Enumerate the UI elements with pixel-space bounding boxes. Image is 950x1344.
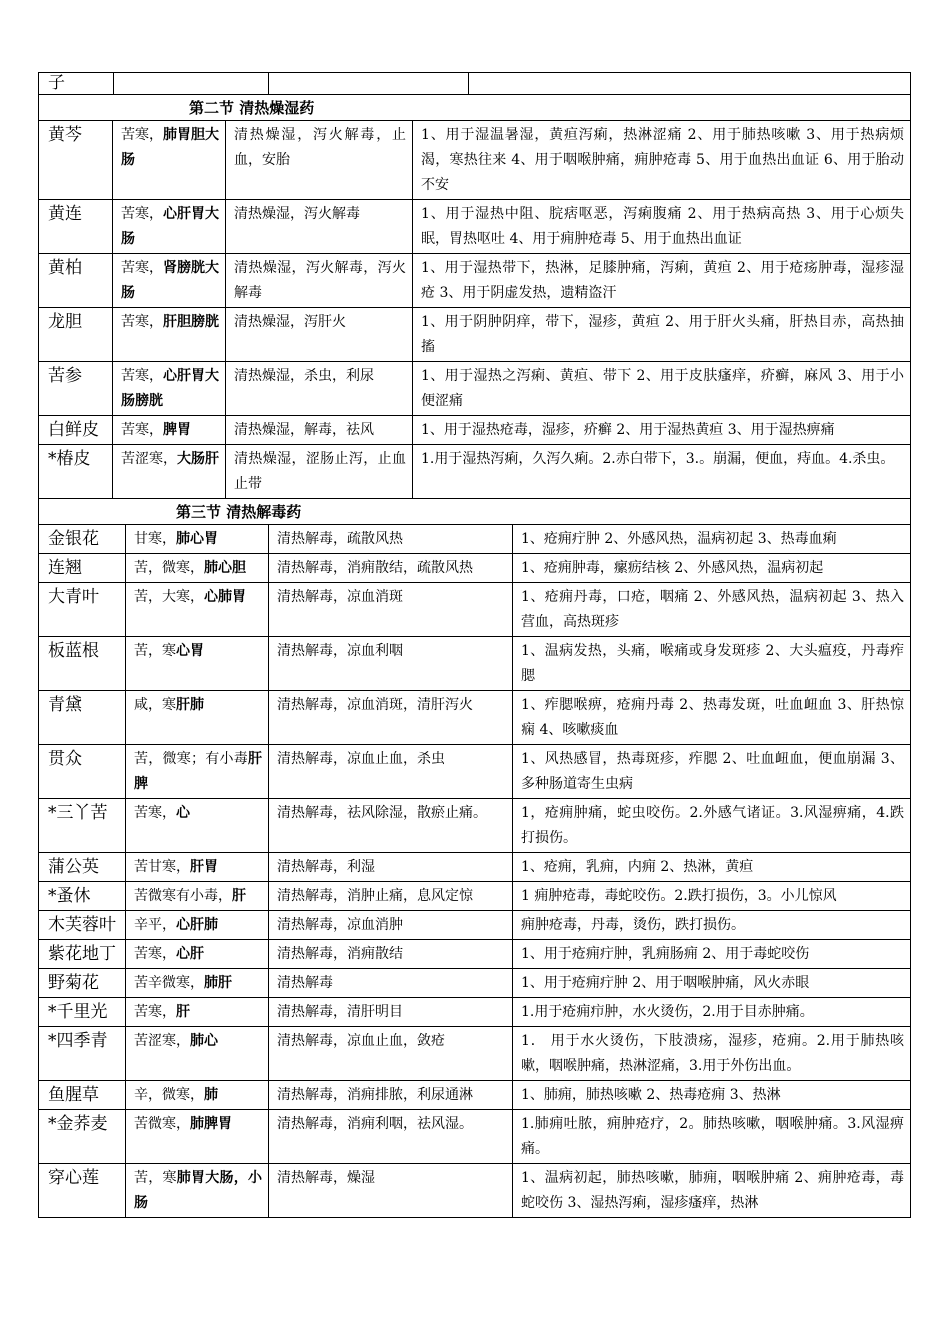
- herb-nature: 苦甘寒，肝胃: [126, 853, 269, 882]
- herb-usage: 1、温病发热，头痛，喉痛或身发斑疹 2、大头瘟疫，丹毒痄腮: [513, 637, 911, 691]
- herb-nature: 苦寒，肾膀胱大肠: [113, 254, 226, 308]
- herb-effect: 清热解毒，消痈散结，疏散风热: [269, 554, 513, 583]
- herb-nature: 苦涩寒，大肠肝: [113, 445, 226, 499]
- herb-name: 穿心莲: [39, 1164, 126, 1218]
- herb-channel: 心胃: [176, 643, 204, 659]
- herb-nature: 苦寒，心肝胃大肠: [113, 200, 226, 254]
- table-row: [39, 416, 911, 445]
- table-row: [39, 308, 911, 362]
- herb-name: *金荞麦: [39, 1110, 126, 1164]
- herb-name: 黄柏: [39, 254, 113, 308]
- herb-effect: 清热燥湿，泻火解毒，止血，安胎: [226, 121, 413, 200]
- herb-channel: 肝: [176, 1004, 190, 1020]
- table-row: [39, 583, 911, 637]
- herb-channel: 心肝: [176, 946, 204, 962]
- table-row: [39, 998, 911, 1027]
- herb-nature: 辛，微寒，肺: [126, 1081, 269, 1110]
- table-row: [39, 969, 911, 998]
- herb-effect: 清热解毒，凉血消斑: [269, 583, 513, 637]
- herb-usage: 1、用于湿热之泻痢、黄疸、带下 2、用于皮肤瘙痒，疥癣，麻风 3、用于小便涩痛: [413, 362, 911, 416]
- herb-name: 连翘: [39, 554, 126, 583]
- herb-channel: 肝胆膀胱: [163, 314, 219, 330]
- herb-channel: 肺肝: [204, 975, 232, 991]
- herb-usage: 1、用于疮痈疔肿 2、用于咽喉肿痛，风火赤眼: [513, 969, 911, 998]
- herb-nature: 苦，寒心胃: [126, 637, 269, 691]
- herb-effect: 清热解毒: [269, 969, 513, 998]
- section3-header-row: [39, 499, 911, 525]
- herb-effect: 清热解毒，清肝明目: [269, 998, 513, 1027]
- section3-title: 第三节 清热解毒药: [39, 499, 911, 525]
- herb-name: 野菊花: [39, 969, 126, 998]
- table-row: [39, 799, 911, 853]
- herb-effect: 清热解毒，祛风除湿，散瘀止痛。: [269, 799, 513, 853]
- herb-effect: 清热解毒，利湿: [269, 853, 513, 882]
- herb-effect: 清热燥湿，泻肝火: [226, 308, 413, 362]
- herb-name: *椿皮: [39, 445, 113, 499]
- section2-header-row: [39, 95, 911, 121]
- herb-name: 金银花: [39, 525, 126, 554]
- table-row: [39, 691, 911, 745]
- herb-usage: 1、疮痈丹毒，口疮，咽痛 2、外感风热，温病初起 3、热入营血，高热斑疹: [513, 583, 911, 637]
- table-row: [39, 121, 911, 200]
- herb-nature: 苦微寒，肺脾胃: [126, 1110, 269, 1164]
- table-row: [39, 745, 911, 799]
- table-row: [39, 853, 911, 882]
- herb-nature: 苦，微寒；有小毒肝脾: [126, 745, 269, 799]
- herb-channel: 肝: [232, 888, 246, 904]
- herb-name: 大青叶: [39, 583, 126, 637]
- herb-usage: 1、痄腮喉痹，疮痈丹毒 2、热毒发斑，吐血衄血 3、肝热惊痫 4、咳嗽痰血: [513, 691, 911, 745]
- herb-name: 龙胆: [39, 308, 113, 362]
- herb-effect: 清热燥湿，泻火解毒: [226, 200, 413, 254]
- herb-name: 青黛: [39, 691, 126, 745]
- herb-effect: 清热解毒，消痈利咽，祛风湿。: [269, 1110, 513, 1164]
- herb-usage: 1、用于阴肿阴痒，带下，湿疹，黄疸 2、用于肝火头痛，肝热目赤，高热抽搐: [413, 308, 911, 362]
- table-row: [39, 554, 911, 583]
- table-row: [39, 1164, 911, 1218]
- herb-usage: 1、用于湿温暑湿，黄疸泻痢，热淋涩痛 2、用于肺热咳嗽 3、用于热病烦渴，寒热往来 4、用于咽喉肿痛，痈肿疮毒 5、用于血热出血证 6、用于胎动不安: [413, 121, 911, 200]
- herb-usage: 1、用于湿热疮毒，湿疹，疥癣 2、用于湿热黄疸 3、用于湿热痹痛: [413, 416, 911, 445]
- herb-nature: 苦寒，心: [126, 799, 269, 853]
- herb-usage: 1 痈肿疮毒，毒蛇咬伤。2.跌打损伤，3。小儿惊风: [513, 882, 911, 911]
- herb-usage: 1、温病初起，肺热咳嗽，肺痈，咽喉肿痛 2、痈肿疮毒，毒蛇咬伤 3、湿热泻痢，湿疹瘙痒，热淋: [513, 1164, 911, 1218]
- table-row-top: [39, 73, 911, 95]
- herb-usage: 1.用于湿热泻痢，久泻久痢。2.赤白带下，3.。崩漏，便血，痔血。4.杀虫。: [413, 445, 911, 499]
- herb-channel: 心肝胃大肠: [121, 206, 219, 247]
- herb-effect: 清热解毒，消痈散结: [269, 940, 513, 969]
- herb-effect: 清热燥湿，泻火解毒，泻火解毒: [226, 254, 413, 308]
- herb-usage: 1、用于湿热带下，热淋，足膝肿痛，泻痢，黄疸 2、用于疮疡肿毒，湿疹湿疮 3、用于阴虚发热，遗精盗汗: [413, 254, 911, 308]
- herb-nature: 咸，寒肝肺: [126, 691, 269, 745]
- herb-usage: 1、疮痈疔肿 2、外感风热，温病初起 3、热毒血痢: [513, 525, 911, 554]
- section2-title: 第二节 清热燥湿药: [39, 95, 911, 121]
- table-row: [39, 1081, 911, 1110]
- herb-usage: 1、用于疮痈疔肿，乳痈肠痈 2、用于毒蛇咬伤: [513, 940, 911, 969]
- herb-channel: 肝胃: [190, 859, 218, 875]
- herb-usage: 痈肿疮毒，丹毒，烫伤，跌打损伤。: [513, 911, 911, 940]
- herb-effect: 清热解毒，凉血消肿: [269, 911, 513, 940]
- herb-channel: 肺心胃: [176, 531, 218, 547]
- herb-channel: 肾膀胱大肠: [121, 260, 219, 301]
- herb-nature: 苦，寒肺胃大肠，小肠: [126, 1164, 269, 1218]
- herb-effect: 清热解毒，凉血止血，敛疮: [269, 1027, 513, 1081]
- herb-nature: 苦寒，肝胆膀胱: [113, 308, 226, 362]
- herb-channel: 肝肺: [176, 697, 204, 713]
- herb-nature: 苦辛微寒，肺肝: [126, 969, 269, 998]
- table-row: [39, 1027, 911, 1081]
- herb-usage: 1.肺痈吐脓，痈肿疮疗，2。肺热咳嗽，咽喉肿痛。3.风湿痹痛。: [513, 1110, 911, 1164]
- table-section3: [38, 498, 911, 1218]
- herb-nature: 苦寒，肝: [126, 998, 269, 1027]
- table-row: [39, 882, 911, 911]
- herb-channel: 肺: [204, 1087, 218, 1103]
- herb-nature: 苦涩寒，肺心: [126, 1027, 269, 1081]
- herb-nature: 苦寒，心肝胃大肠膀胱: [113, 362, 226, 416]
- table-section2: [38, 94, 911, 499]
- herb-effect: 清热解毒，消肿止痛，息风定惊: [269, 882, 513, 911]
- herb-name: 鱼腥草: [39, 1081, 126, 1110]
- table-row: [39, 911, 911, 940]
- herb-usage: 1． 用于水火烫伤，下肢溃疡，湿疹，疮痈。2.用于肺热咳嗽，咽喉肿痛，热淋涩痛，3.用于外伤出血。: [513, 1027, 911, 1081]
- herb-channel: 肺心胆: [204, 560, 246, 576]
- table-row: [39, 254, 911, 308]
- herb-channel: 肺胃胆大肠: [121, 127, 219, 168]
- herb-name: *千里光: [39, 998, 126, 1027]
- herb-effect: 清热解毒，凉血利咽: [269, 637, 513, 691]
- table-top: [38, 72, 911, 95]
- herb-effect: 清热燥湿，涩肠止泻，止血止带: [226, 445, 413, 499]
- herb-name: 木芙蓉叶: [39, 911, 126, 940]
- herb-name: 黄芩: [39, 121, 113, 200]
- herb-name: 黄连: [39, 200, 113, 254]
- herb-effect: 清热燥湿，解毒，祛风: [226, 416, 413, 445]
- herb-name: 白鲜皮: [39, 416, 113, 445]
- herb-name: *蚤休: [39, 882, 126, 911]
- herb-nature: 苦，大寒，心肺胃: [126, 583, 269, 637]
- herb-channel: 心肝肺: [176, 917, 218, 933]
- herb-usage: 1、疮痈，乳痈，内痈 2、热淋，黄疸: [513, 853, 911, 882]
- herb-effect: 清热解毒，凉血止血，杀虫: [269, 745, 513, 799]
- herb-channel: 心: [176, 805, 190, 821]
- herb-usage: 1，疮痈肿痛，蛇虫咬伤。2.外感气诸证。3.风湿痹痛，4.跌打损伤。: [513, 799, 911, 853]
- herb-usage: 1、风热感冒，热毒斑疹，痄腮 2、吐血衄血，便血崩漏 3、多种肠道寄生虫病: [513, 745, 911, 799]
- herb-channel: 肝脾: [134, 751, 262, 792]
- herb-name: 板蓝根: [39, 637, 126, 691]
- herb-name: *三丫苦: [39, 799, 126, 853]
- table-row: [39, 940, 911, 969]
- table-row: [39, 362, 911, 416]
- herb-usage: 1.用于疮痈疖肿，水火烫伤，2.用于目赤肿痛。: [513, 998, 911, 1027]
- herb-name: 贯众: [39, 745, 126, 799]
- table-row: [39, 1110, 911, 1164]
- table-row: [39, 525, 911, 554]
- herb-channel: 肺脾胃: [190, 1116, 232, 1132]
- page: [38, 72, 910, 1218]
- herb-effect: 清热解毒，燥湿: [269, 1164, 513, 1218]
- herb-channel: 大肠肝: [177, 451, 219, 467]
- herb-nature: 甘寒，肺心胃: [126, 525, 269, 554]
- herb-nature: 苦寒，心肝: [126, 940, 269, 969]
- herb-name: 蒲公英: [39, 853, 126, 882]
- herb-nature: 辛平，心肝肺: [126, 911, 269, 940]
- top-cell: 子: [39, 73, 114, 95]
- herb-effect: 清热解毒，疏散风热: [269, 525, 513, 554]
- herb-usage: 1、疮痈肿毒，瘰疬结核 2、外感风热，温病初起: [513, 554, 911, 583]
- herb-channel: 肺胃大肠，小肠: [134, 1170, 262, 1211]
- herb-channel: 心肝胃大肠膀胱: [121, 368, 219, 409]
- herb-usage: 1、肺痈，肺热咳嗽 2、热毒疮痈 3、热淋: [513, 1081, 911, 1110]
- herb-nature: 苦，微寒，肺心胆: [126, 554, 269, 583]
- herb-nature: 苦寒，脾胃: [113, 416, 226, 445]
- table-row: [39, 637, 911, 691]
- herb-name: 苦参: [39, 362, 113, 416]
- herb-channel: 心肺胃: [204, 589, 246, 605]
- herb-effect: 清热燥湿，杀虫，利尿: [226, 362, 413, 416]
- herb-effect: 清热解毒，凉血消斑，清肝泻火: [269, 691, 513, 745]
- herb-name: 紫花地丁: [39, 940, 126, 969]
- herb-name: *四季青: [39, 1027, 126, 1081]
- table-row: [39, 445, 911, 499]
- table-row: [39, 200, 911, 254]
- herb-channel: 脾胃: [163, 422, 191, 438]
- herb-nature: 苦微寒有小毒，肝: [126, 882, 269, 911]
- herb-channel: 肺心: [190, 1033, 218, 1049]
- herb-effect: 清热解毒，消痈排脓，利尿通淋: [269, 1081, 513, 1110]
- herb-usage: 1、用于湿热中阻、脘痞呕恶，泻痢腹痛 2、用于热病高热 3、用于心烦失眠，胃热呕吐 4、用于痈肿疮毒 5、用于血热出血证: [413, 200, 911, 254]
- herb-nature: 苦寒，肺胃胆大肠: [113, 121, 226, 200]
